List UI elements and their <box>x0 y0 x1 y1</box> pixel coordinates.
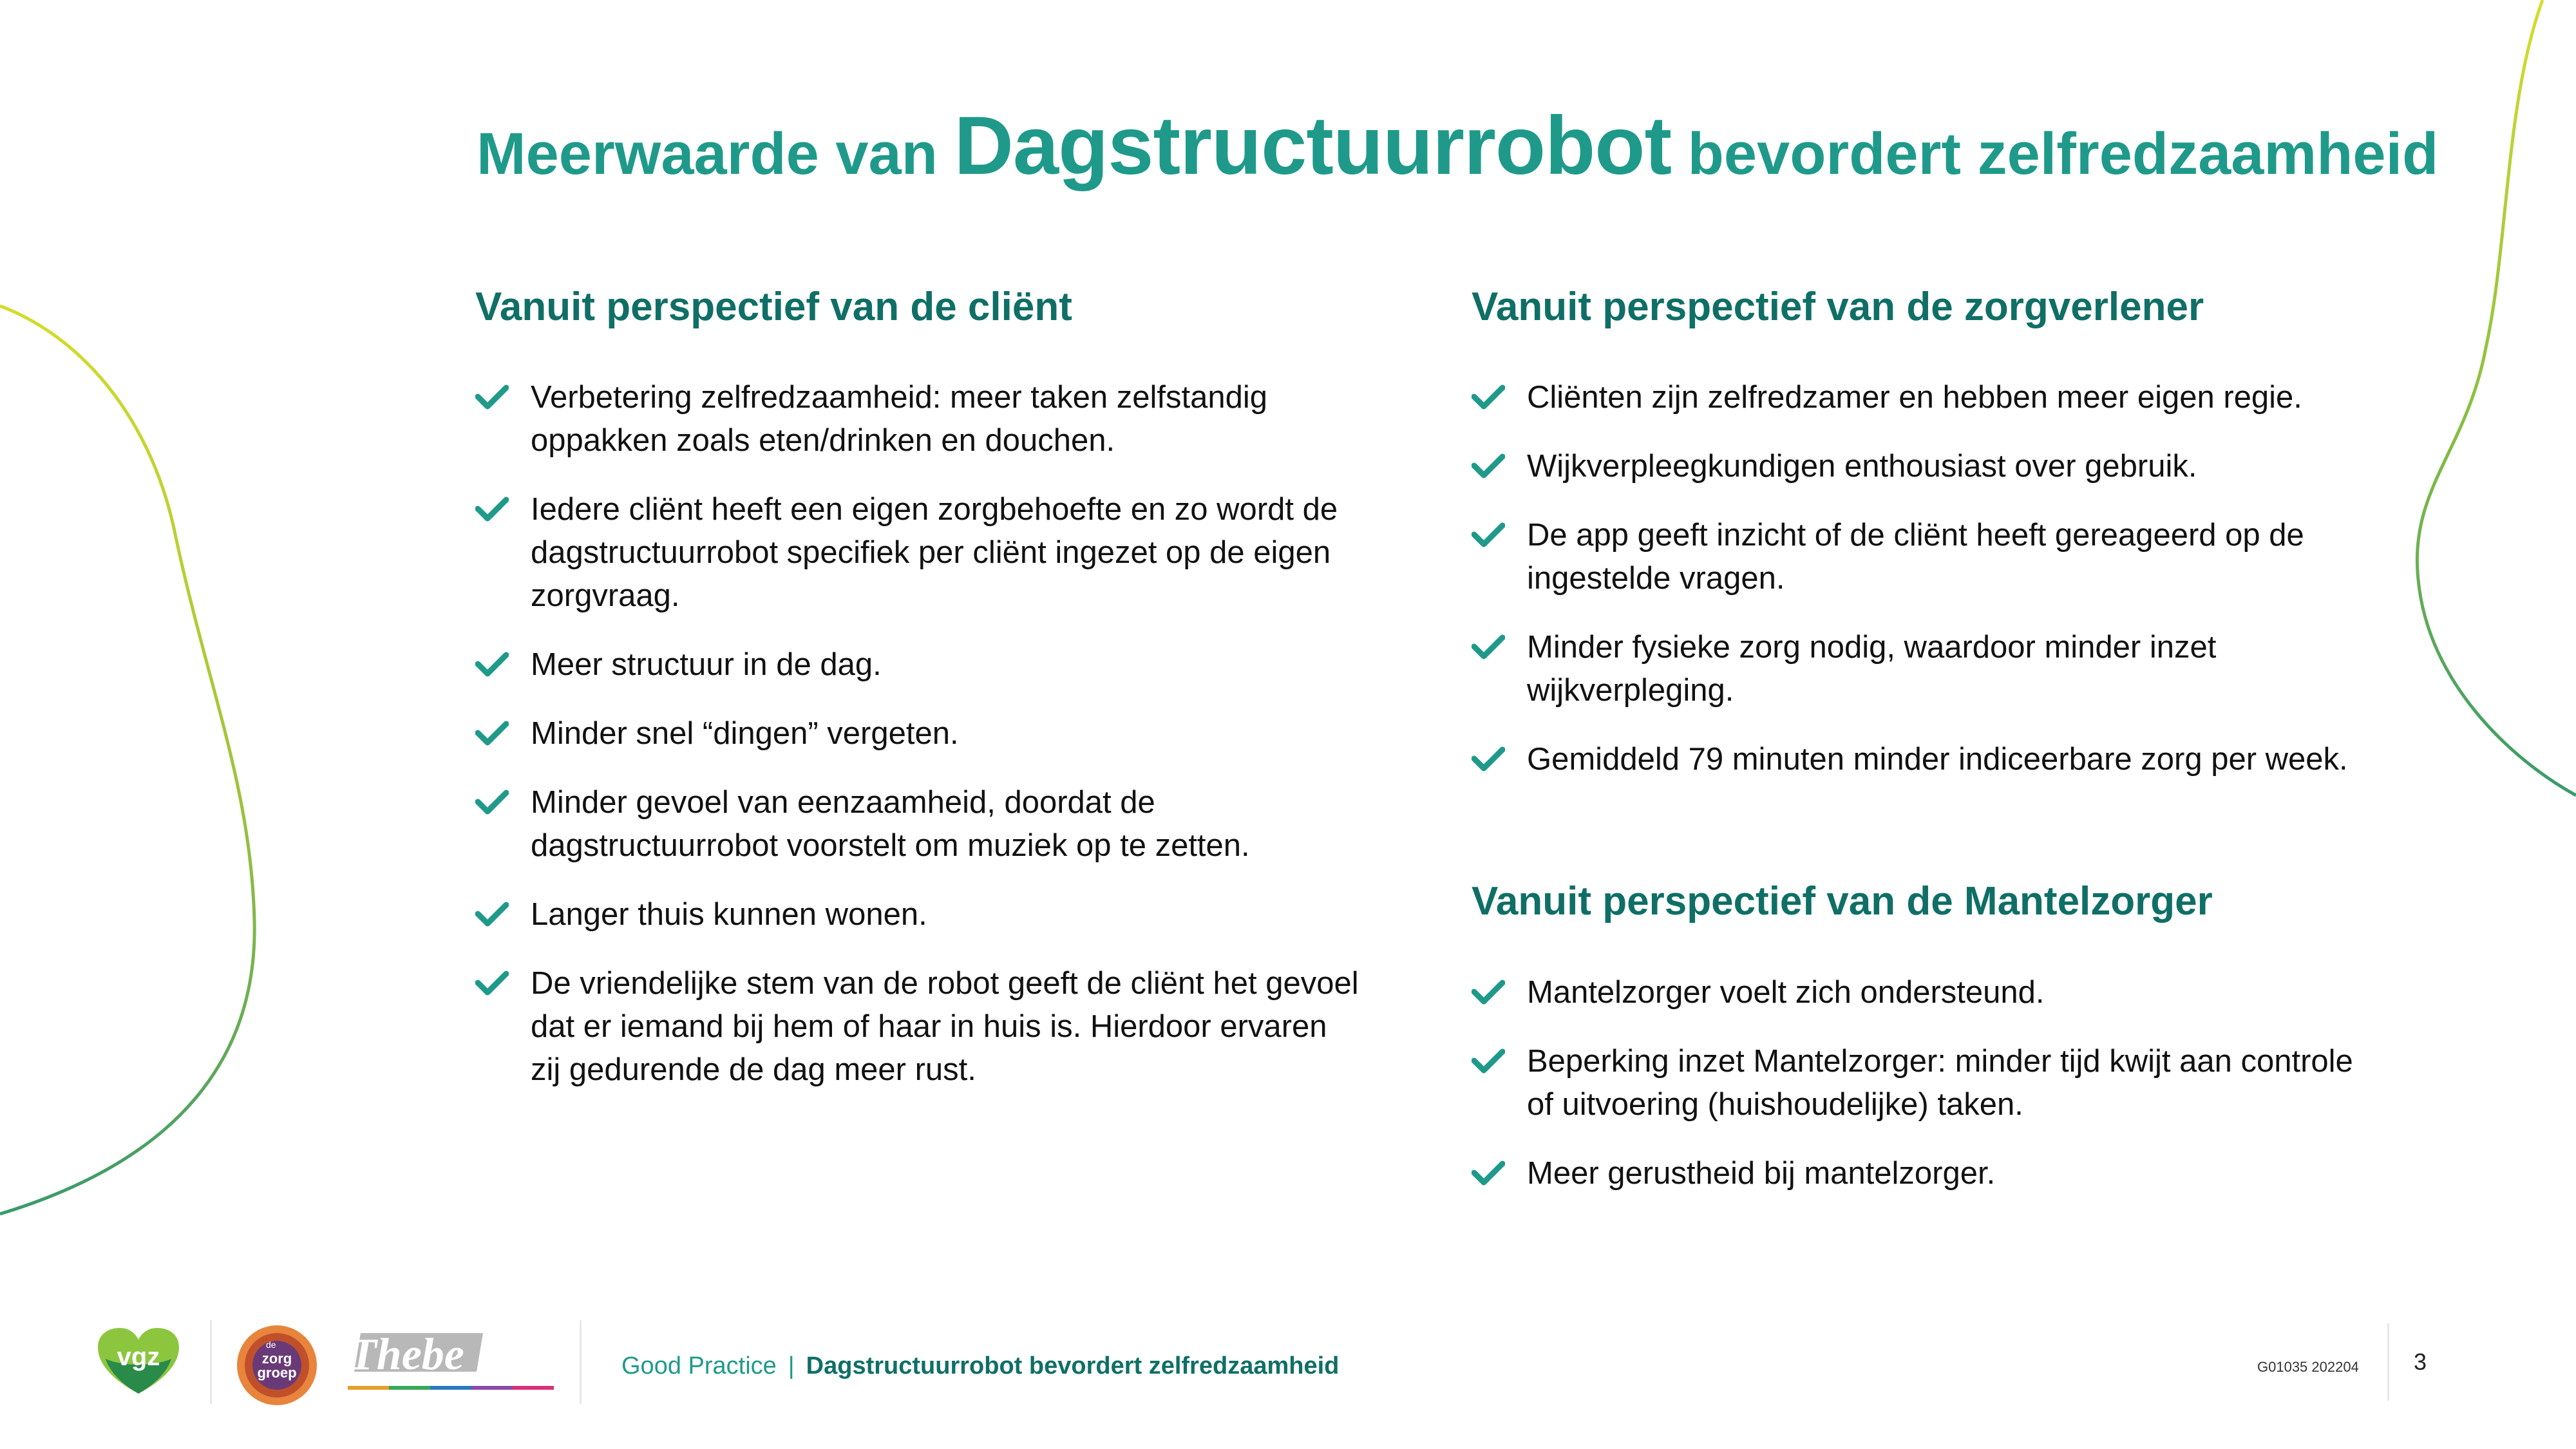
list-item-text: Wijkverpleegkundigen enthousiast over gebruik. <box>1527 449 2197 484</box>
check-icon <box>1472 632 1505 661</box>
check-icon <box>1472 383 1505 411</box>
check-icon <box>1472 1159 1505 1187</box>
list-item-text: De app geeft inzicht of de cliënt heeft gereageerd op de ingestelde vragen. <box>1527 518 2304 596</box>
check-icon <box>475 719 509 747</box>
client-heading: Vanuit perspectief van de cliënt <box>475 285 1072 329</box>
check-icon <box>1472 744 1505 773</box>
check-icon <box>1472 520 1505 549</box>
list-item-text: Mantelzorger voelt zich ondersteund. <box>1527 974 2045 1010</box>
check-icon <box>475 969 509 997</box>
check-icon <box>475 495 509 523</box>
mantelzorger-list <box>1472 971 2386 1195</box>
list-item-text: Meer structuur in de dag. <box>531 647 882 683</box>
list-item-text: Cliënten zijn zelfredzamer en hebben meer eigen regie. <box>1527 380 2302 415</box>
footer-divider <box>2387 1323 2389 1401</box>
page-number: 3 <box>2414 1349 2427 1375</box>
list-item-text: Minder fysieke zorg nodig, waardoor minder inzet wijkverpleging. <box>1527 630 2217 708</box>
check-icon <box>475 650 509 678</box>
zorgverlener-heading: Vanuit perspectief van de zorgverlener <box>1472 285 2204 329</box>
list-item-text: Minder snel “dingen” vergeten. <box>531 716 959 752</box>
list-item-text: Minder gevoel van eenzaamheid, doordat de dagstructuurrobot voorstelt om muziek op te zetten. <box>531 785 1250 864</box>
footer-divider <box>210 1320 212 1404</box>
page-title <box>477 97 2524 196</box>
mantelzorger-section <box>1472 878 2386 1195</box>
vgz-logo <box>97 1327 180 1397</box>
list-item-text: De vriendelijke stem van de robot geeft de cliënt het gevoel dat er iemand bij hem of haar in huis is. Hierdoor ervaren zij gedurende de dag meer rust. <box>531 966 1359 1088</box>
document-code: G01035 202204 <box>2257 1359 2359 1375</box>
check-icon <box>475 788 509 816</box>
list-item <box>475 376 1364 462</box>
right-column <box>1472 283 2386 1221</box>
check-icon <box>1472 451 1505 480</box>
list-item <box>1472 445 2386 488</box>
list-item <box>475 643 1364 687</box>
check-icon <box>475 383 509 411</box>
zorggroep-text-bottom: groep <box>257 1365 297 1381</box>
vgz-logo-text: vgz <box>117 1343 160 1371</box>
zorggroep-text-mid: zorg <box>261 1350 292 1367</box>
thebe-logo <box>341 1327 560 1397</box>
title-prefix: Meerwaarde van <box>477 121 938 187</box>
zorggroep-logo <box>235 1323 319 1407</box>
list-item <box>475 712 1364 755</box>
check-icon <box>1472 1046 1505 1075</box>
list-item <box>1472 1152 2386 1195</box>
title-main: Dagstructuurrobot <box>954 100 1672 192</box>
footer-separator: | <box>788 1352 795 1379</box>
list-item <box>475 781 1364 867</box>
list-item <box>475 962 1364 1092</box>
list-item <box>1472 738 2386 781</box>
thebe-logo-text: Thebe <box>349 1330 464 1379</box>
list-item-text: Beperking inzet Mantelzorger: minder tijd kwijt aan controle of uitvoering (huishoudelijke) taken. <box>1527 1043 2353 1122</box>
title-suffix: bevordert zelfredzaamheid <box>1687 121 2439 187</box>
list-item <box>1472 971 2386 1014</box>
client-section <box>475 283 1364 1117</box>
list-item <box>1472 1040 2386 1126</box>
list-item-text: Verbetering zelfredzaamheid: meer taken zelfstandig oppakken zoals eten/drinken en douchen. <box>531 380 1267 459</box>
client-list <box>475 376 1364 1092</box>
list-item-text: Meer gerustheid bij mantelzorger. <box>1527 1155 1996 1191</box>
zorggroep-text-top: de <box>266 1340 276 1350</box>
mantelzorger-heading: Vanuit perspectief van de Mantelzorger <box>1472 879 2213 924</box>
check-icon <box>1472 978 1505 1006</box>
footer-label: Good Practice <box>621 1352 777 1379</box>
footer-subject: Dagstructuurrobot bevordert zelfredzaamheid <box>806 1352 1340 1379</box>
list-item-text: Iedere cliënt heeft een eigen zorgbehoefte en zo wordt de dagstructuurrobot specifiek per cliënt ingezet op de eigen zorgvraag. <box>531 492 1338 614</box>
list-item-text: Langer thuis kunnen wonen. <box>531 897 927 933</box>
list-item <box>1472 514 2386 600</box>
list-item <box>475 893 1364 936</box>
list-item <box>1472 626 2386 712</box>
check-icon <box>475 900 509 928</box>
footer-divider <box>580 1320 582 1404</box>
zorgverlener-section <box>1472 283 2386 781</box>
list-item <box>475 488 1364 618</box>
left-curve <box>0 306 254 1214</box>
list-item <box>1472 376 2386 419</box>
zorgverlener-list <box>1472 376 2386 781</box>
footer-caption <box>621 1352 1339 1380</box>
list-item-text: Gemiddeld 79 minuten minder indiceerbare zorg per week. <box>1527 742 2348 777</box>
